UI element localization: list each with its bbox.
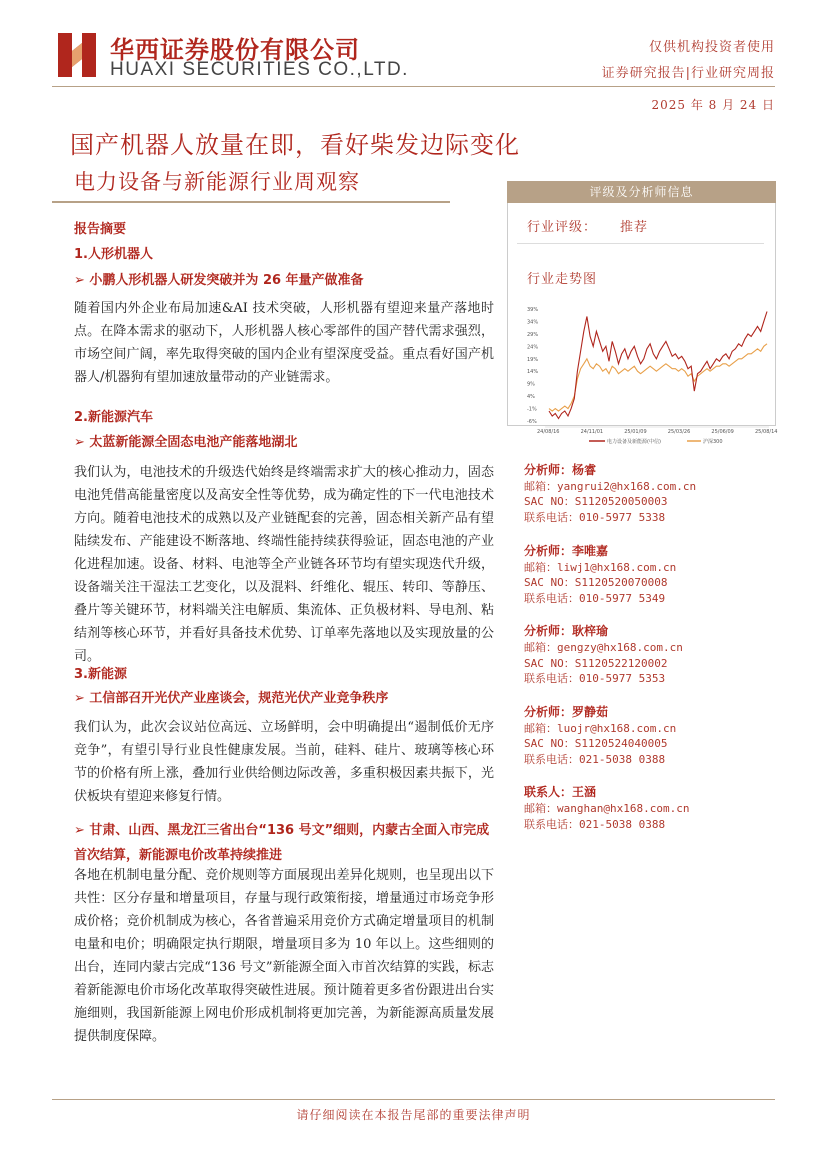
analyst-sac: SAC NO：S1120524040005 [524, 737, 668, 750]
bullet-doc-136: ➢ 甘肃、山西、黑龙江三省出台“136 号文”细则，内蒙古全面入市完成首次结算，新能源电价改革持续推进 [74, 823, 490, 863]
y-tick-label: -6% [527, 419, 537, 425]
report-date: 2025 年 8 月 24 日 [651, 98, 775, 112]
analyst-email: 邮箱：gengzy@hx168.com.cn [524, 641, 683, 654]
section-heading-new-energy: 3.新能源 [74, 667, 127, 682]
x-tick-label: 25/06/09 [711, 429, 734, 435]
x-tick-label: 24/08/16 [537, 429, 560, 435]
paragraph-pv: 我们认为，此次会议站位高远、立场鲜明，会中明确提出“遏制低价无序竞争”，有望引导行业良性健康发展。当前，硅料、硅片、玻璃等核心环节的价格有所上涨，叠加行业供给侧边际改善，多重积极因素共振下，光伏板块有望迎来修复行情。 [74, 720, 494, 804]
contact-name: 联系人：王涵 [524, 785, 597, 799]
paragraph-robots: 随着国内外企业布局加速&AI 技术突破，人形机器有望迎来量产落地时点。在降本需求的驱动下，人形机器人核心零部件的国产替代需求强烈，市场空间广阔，率先取得突破的国内企业有望深度受益。重点看好国产机器人/机器狗有望加速放量带动的产业链需求。 [74, 301, 494, 385]
summary-label: 报告摘要 [74, 222, 127, 237]
paragraph-doc-136: 各地在机制电量分配、竞价规则等方面展现出差异化规则，也呈现出以下共性：区分存量和增量项目，存量与现行政策衔接，增量通过市场竞争形成价格；竞价机制成为核心，各省普遍采用竞价方式确定增量项目的机制电量和电价；明确限定执行期限，增量项目多为 10 年以上。这些细则的出台，连同内蒙古完成“136 号文”新能源全面入市首次结算的实践，标志着新能源电价市场化改革取得突破性进展。预计随着更多省份跟进出台实施细则，我国新能源上网电价形成机制将更加完善，为新能源高质量发展提供制度保障。 [74, 868, 494, 1044]
bullet-pv-meeting: ➢ 工信部召开光伏产业座谈会，规范光伏产业竞争秩序 [74, 691, 389, 706]
x-axis-ticks [537, 429, 777, 435]
y-tick-label: 34% [527, 319, 539, 326]
analyst-sac: SAC NO：S1120520070008 [524, 576, 668, 589]
section-heading-ev: 2.新能源汽车 [74, 410, 153, 425]
x-tick-label: 25/08/14 [755, 429, 778, 435]
rating-divider [517, 243, 764, 244]
trend-chart-title: 行业走势图 [527, 272, 598, 287]
series-line-power-equipment [549, 312, 767, 419]
footer-divider [52, 1099, 775, 1100]
legal-notice: 请仔细阅读在本报告尾部的重要法律声明 [296, 1108, 531, 1122]
rating-label: 行业评级： [527, 220, 598, 235]
report-subtitle: 电力设备与新能源行业周观察 [74, 170, 360, 194]
header-divider [52, 86, 775, 87]
report-category: 证券研究报告|行业研究周报 [601, 66, 775, 81]
analyst-email: 邮箱：yangrui2@hx168.com.cn [524, 480, 697, 493]
paragraph-ev: 我们认为，电池技术的升级迭代始终是终端需求扩大的核心推动力，固态电池凭借高能量密度以及高安全性等优势，成为确定性的下一代电池技术方向。随着电池技术的成熟以及产业链配套的完善，固态相关新产品有望陆续发布、产能建设不断落地、终端性能持续获得验证，固态电池的产业化进程加速。设备、材料、电池等全产业链各环节均有望实现迭代升级，设备端关注干湿法工艺变化，以及混料、纤维化、辊压、转印、等静压、叠片等关键环节，材料端关注电解质、集流体、正负极材料、导电剂、粘结剂等核心环节，并看好具备技术优势、订单率先落地以及实现放量的公司。 [74, 465, 494, 664]
y-tick-label: 24% [527, 344, 539, 351]
analyst-phone: 联系电话：010-5977 5353 [524, 672, 666, 685]
bullet-xpeng-robot: ➢ 小鹏人形机器人研发突破并为 26 年量产做准备 [74, 273, 364, 288]
contact-email: 邮箱：wanghan@hx168.com.cn [524, 802, 690, 815]
analyst-email: 邮箱：luojr@hx168.com.cn [524, 722, 677, 735]
x-tick-label: 24/11/01 [580, 429, 604, 435]
analyst-name: 分析师：耿梓瑜 [524, 624, 609, 638]
y-tick-label: -1% [527, 406, 537, 413]
analyst-name: 分析师：杨睿 [524, 463, 597, 477]
analyst-sac: SAC NO：S1120520050003 [524, 495, 668, 508]
y-tick-label: 4% [527, 394, 535, 401]
legend-label-hs300: 沪深300 [703, 439, 723, 445]
chart-legend [589, 438, 723, 445]
analyst-name: 分析师：李唯嘉 [524, 544, 609, 558]
y-tick-label: 29% [527, 331, 539, 338]
analyst-name: 分析师：罗静茹 [524, 705, 609, 719]
y-tick-label: 19% [527, 356, 539, 363]
report-title: 国产机器人放量在即，看好柴发边际变化 [70, 131, 520, 159]
company-name-cn: 华西证券股份有限公司 [110, 36, 360, 64]
section-heading-robots: 1.人形机器人 [74, 247, 153, 262]
y-axis-ticks [527, 307, 538, 425]
analyst-phone: 联系电话：010-5977 5349 [524, 592, 666, 605]
y-tick-label: 14% [527, 369, 539, 376]
analyst-email: 邮箱：liwj1@hx168.com.cn [524, 561, 677, 574]
analyst-sac: SAC NO：S1120522120002 [524, 657, 668, 670]
contact-phone: 联系电话：021-5038 0388 [524, 818, 666, 831]
company-name-en: HUAXI SECURITIES CO.,LTD. [110, 59, 409, 80]
title-divider [52, 201, 450, 203]
analyst-phone: 联系电话：021-5038 0388 [524, 753, 666, 766]
huaxi-logo-icon [58, 33, 96, 77]
legend-label-power: 电力设备及新能源(中信) [607, 439, 661, 445]
sidebar-header: 评级及分析师信息 [507, 181, 776, 203]
y-tick-label: 9% [527, 381, 535, 388]
rating-value: 推荐 [620, 220, 649, 235]
y-tick-label: 39% [527, 307, 539, 313]
x-tick-label: 25/01/09 [624, 429, 647, 435]
audience-note: 仅供机构投资者使用 [648, 40, 775, 55]
x-tick-label: 25/03/26 [667, 429, 691, 435]
analyst-phone: 联系电话：010-5977 5338 [524, 511, 666, 524]
industry-trend-chart [527, 295, 778, 450]
bullet-solid-state-battery: ➢ 太蓝新能源全固态电池产能落地湖北 [74, 435, 298, 450]
